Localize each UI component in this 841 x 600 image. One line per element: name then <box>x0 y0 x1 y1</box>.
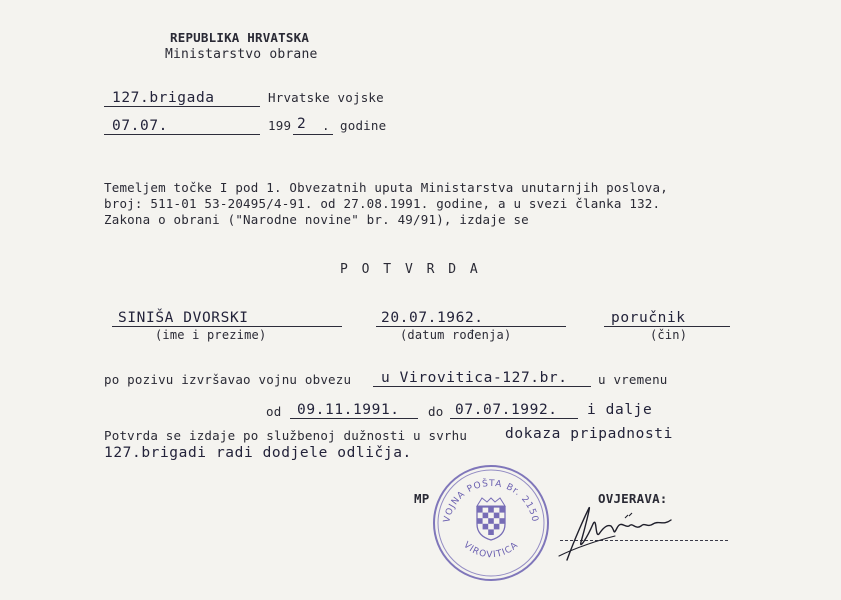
unit-underline <box>104 106 260 107</box>
date-day-month: 07.07. <box>112 118 168 134</box>
svg-text:VIROVITICA <box>461 540 520 560</box>
birth-underline <box>376 326 566 327</box>
certified-label: OVJERAVA: <box>598 491 668 506</box>
date-year-prefix: 199 <box>268 118 292 133</box>
date-year-suffix: godine <box>340 118 387 133</box>
stamp-bottom-text: VIROVITICA <box>461 540 521 561</box>
official-stamp <box>430 462 552 584</box>
place-underline <box>373 386 591 387</box>
croatian-coat-of-arms-icon <box>477 498 505 540</box>
service-continued: i dalje <box>587 402 653 418</box>
svg-text:VOJNA POŠTA Br. 2150 <box>442 477 539 523</box>
purpose-typed-1: dokaza pripadnosti <box>505 426 673 442</box>
service-suffix: u vremenu <box>598 372 668 387</box>
service-to-date: 07.07.1992. <box>455 402 558 418</box>
body-line-1: Temeljem točke I pod 1. Obvezatnih uputa Ministarstva unutarnjih poslova, <box>104 180 668 195</box>
stamp-top-text: VOJNA POŠTA Br. 2150 <box>442 478 540 524</box>
rank-underline <box>604 326 730 327</box>
unit-brigade: 127.brigada <box>112 90 215 106</box>
unit-army: Hrvatske vojske <box>268 90 384 105</box>
name-caption: (ime i prezime) <box>155 328 267 342</box>
from-underline <box>290 418 418 419</box>
date-year-digit: 2 <box>297 116 307 132</box>
person-birth-date: 20.07.1962. <box>381 310 484 326</box>
purpose-prefix: Potvrda se izdaje po službenoj dužnosti u svrhu <box>104 428 468 443</box>
year-underline <box>293 134 333 135</box>
header-ministry: Ministarstvo obrane <box>165 47 318 62</box>
purpose-typed-2: 127.brigadi radi dodjele odličja. <box>104 445 412 461</box>
name-underline <box>112 326 342 327</box>
to-underline <box>450 418 578 419</box>
person-rank: poručnik <box>611 310 686 326</box>
date-dot: . <box>322 118 330 133</box>
service-place: u Virovitica-127.br. <box>381 370 568 386</box>
rank-caption: (čin) <box>650 328 688 342</box>
service-to-label: do <box>428 404 444 419</box>
service-from-label: od <box>266 404 282 419</box>
service-prefix: po pozivu izvršavao vojnu obvezu <box>104 372 352 387</box>
date-underline <box>104 134 260 135</box>
mp-label: MP <box>414 491 430 506</box>
person-name: SINIŠA DVORSKI <box>118 310 249 326</box>
header-country: REPUBLIKA HRVATSKA <box>170 30 310 45</box>
body-line-3: Zakona o obrani ("Narodne novine" br. 49/91), izdaje se <box>104 212 529 227</box>
body-line-2: broj: 511-01 53-20495/4-91. od 27.08.1991. godine, a u svezi članka 132. <box>104 196 661 211</box>
handwritten-signature <box>555 498 690 568</box>
service-from-date: 09.11.1991. <box>297 402 400 418</box>
document-title: P O T V R D A <box>340 262 481 277</box>
birth-caption: (datum rođenja) <box>400 328 512 342</box>
